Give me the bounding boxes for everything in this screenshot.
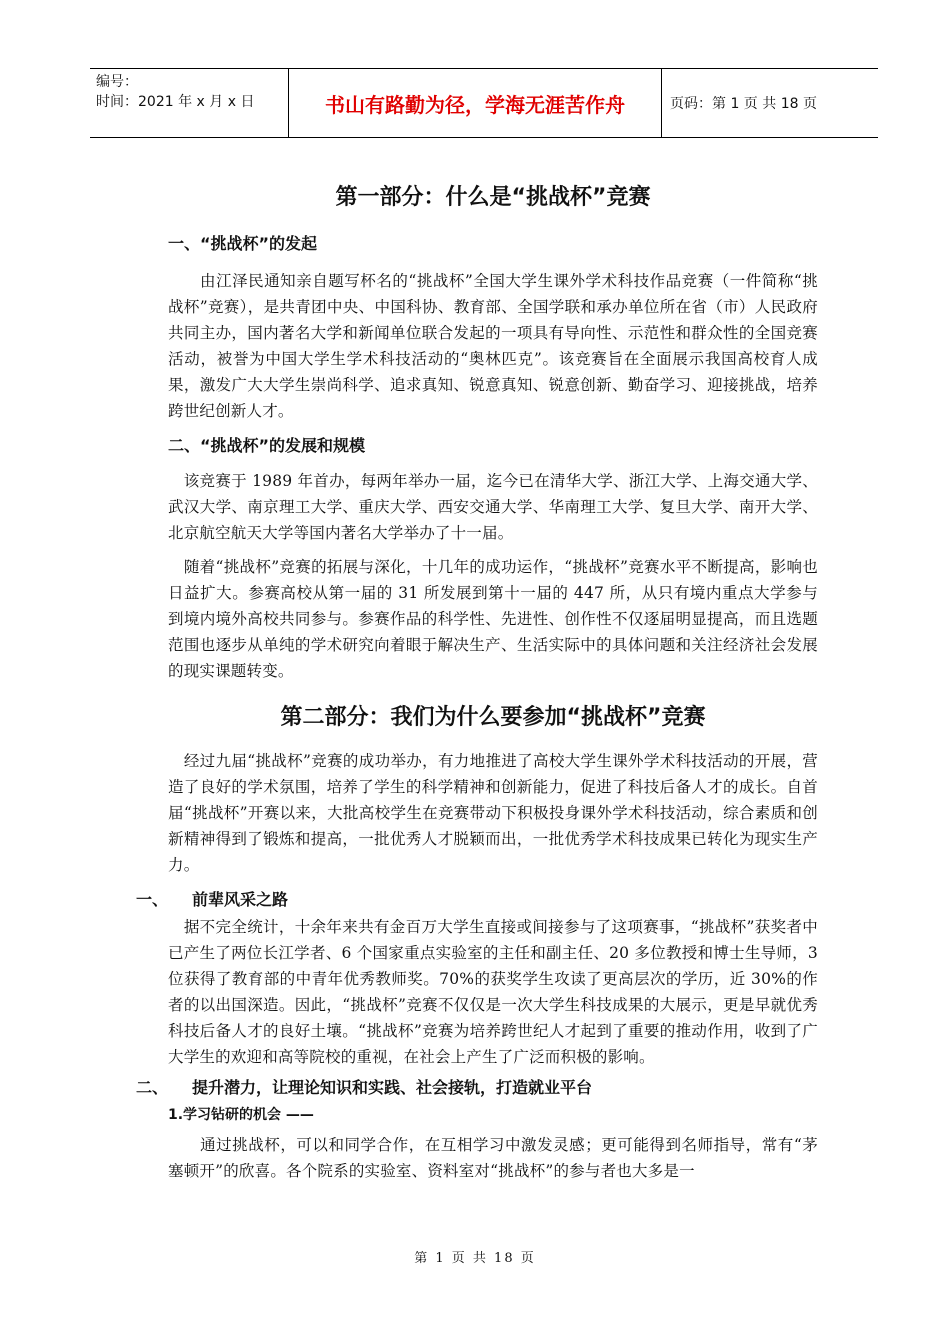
part1-section2-heading: 二、“挑战杯”的发展和规模 [168,436,366,455]
time-label: 时间：2021 年 x 月 x 日 [96,94,255,110]
part2-section2-title: 提升潜力，让理论知识和实践、社会接轨，打造就业平台 [192,1078,593,1097]
part2-section2-number: 二、 [136,1078,169,1097]
part1-title: 第一部分：什么是“挑战杯”竞赛 [335,185,651,210]
header-motto: 书山有路勤为径，学海无涯苦作舟 [288,69,662,137]
part2-section1-paragraph: 据不完全统计，十余年来共有金百万大学生直接或间接参与了这项赛事，“挑战杯”获奖者中已产生了两位长江学者、6 个国家重点实验室的主任和副主任、20 多位教授和博士生导师，3 位获得了教育部的中青年优秀教师奖。70%的获奖学生攻读了更高层次的学历，近 30%的作者的以出国深造。因此，“挑战杯”竞赛不仅仅是一次大学生科技成果的大展示，更是早就优秀科技后备人才的良好土壤。“挑战杯”竞赛为培养跨世纪人才起到了重要的推动作用，收到了广大学生的欢迎和高等院校的重视，在社会上产生了广泛而积极的影响。 [168,918,818,1066]
number-label: 编号： [96,74,138,90]
part2-title: 第二部分：我们为什么要参加“挑战杯”竞赛 [280,705,706,730]
part2-section1-heading [136,886,818,914]
part2-section1-number: 一、 [136,890,169,909]
part1-section1-heading: 一、“挑战杯”的发起 [168,234,318,253]
page-footer: 第 1 页 共 18 页 [414,1251,536,1266]
part2-section2-heading [136,1074,818,1102]
part1-section2-paragraph1: 该竞赛于 1989 年首办，每两年举办一届，迄今已在清华大学、浙江大学、上海交通大学、武汉大学、南京理工大学、重庆大学、西安交通大学、华南理工大学、复旦大学、南开大学、北京航空航天大学等国内著名大学举办了十一届。 [168,472,818,542]
document-body [136,178,818,1184]
header-page-info: 页码：第 1 页 共 18 页 [670,96,817,112]
header-table [90,68,878,138]
part1-section2-paragraph2: 随着“挑战杯”竞赛的拓展与深化，十几年的成功运作，“挑战杯”竞赛水平不断提高，影响也日益扩大。参赛高校从第一届的 31 所发展到第十一届的 447 所，从只有境内重点大学参与到境内境外高校共同参与。参赛作品的科学性、先进性、创作性不仅逐届明显提高，而且选题范围也逐步从单纯的学术研究向着眼于解决生产、生活实际中的具体问题和关注经济社会发展的现实课题转变。 [168,558,818,680]
part2-subsection-heading: 1.学习钻研的机会 —— [168,1107,314,1123]
part1-section1-paragraph: 由江泽民通知亲自题写杯名的“挑战杯”全国大学生课外学术科技作品竞赛（一件简称“挑战杯”竞赛），是共青团中央、中国科协、教育部、全国学联和承办单位所在省（市）人民政府共同主办，国内著名大学和新闻单位联合发起的一项具有导向性、示范性和群众性的全国竞赛活动，被誉为中国大学生学术科技活动的“奥林匹克”。该竞赛旨在全面展示我国高校育人成果，激发广大大学生崇尚科学、追求真知、锐意真知、锐意创新、勤奋学习、迎接挑战，培养跨世纪创新人才。 [168,272,818,420]
part2-section2-paragraph: 通过挑战杯，可以和同学合作，在互相学习中激发灵感；更可能得到名师指导，常有“茅塞顿开”的欣喜。各个院系的实验室、资料室对“挑战杯”的参与者也大多是一 [168,1136,818,1180]
part2-section1-title: 前辈风采之路 [192,890,289,909]
part2-intro: 经过九届“挑战杯”竞赛的成功举办，有力地推进了高校大学生课外学术科技活动的开展，营造了良好的学术氛围，培养了学生的科学精神和创新能力，促进了科技后备人才的成长。自首届“挑战杯”开赛以来，大批高校学生在竞赛带动下积极投身课外学术科技活动，综合素质和创新精神得到了锻炼和提高，一批优秀人才脱颖而出，一批优秀学术科技成果已转化为现实生产力。 [168,752,818,874]
header-meta [90,69,288,137]
